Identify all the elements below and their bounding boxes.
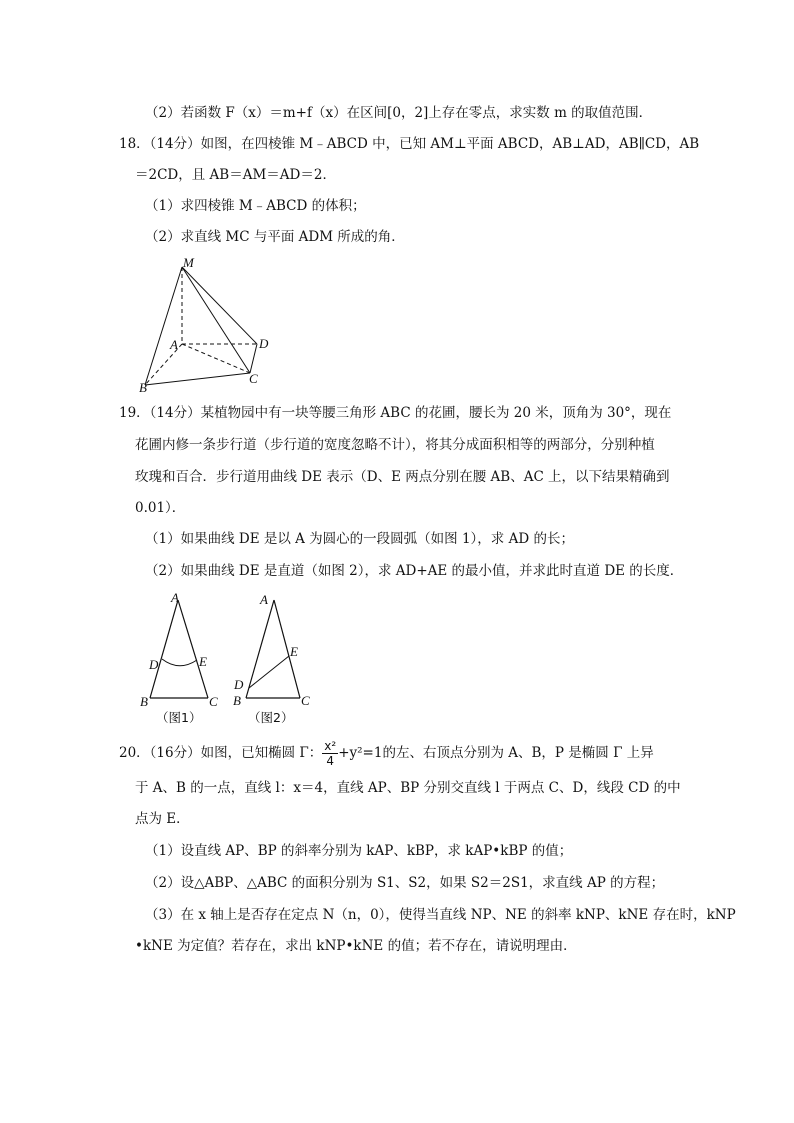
fig2-label-C: C bbox=[301, 693, 310, 708]
q20-part3-line1: （3）在 x 轴上是否存在定点 N（n，0），使得当直线 NP、NE 的斜率 kNP、kNE 存在时，kNP bbox=[145, 907, 736, 923]
fig2-label-B: B bbox=[233, 693, 241, 708]
q18-stem-line1: 18．（14分）如图，在四棱锥 M﹣ABCD 中，已知 AM⊥平面 ABCD，AB⊥AD，AB∥CD，AB bbox=[119, 136, 700, 152]
fig2-label-E: E bbox=[290, 644, 298, 659]
q18-stem-line2: ＝2CD，且 AB＝AM＝AD＝2． bbox=[135, 167, 336, 183]
fig1-caption: （图1） bbox=[156, 710, 202, 725]
q17-part2: （2）若函数 F（x）＝m+f（x）在区间[0，2]上存在零点，求实数 m 的取值范围． bbox=[145, 105, 653, 121]
fig2-caption: （图2） bbox=[248, 710, 294, 725]
q20-suffix: +y²=1的左、右顶点分别为 A、B，P 是椭圆 Γ 上异 bbox=[338, 745, 654, 761]
q19-figure2 bbox=[228, 590, 328, 725]
q20-prefix: 20．（16分）如图，已知椭圆 Γ： bbox=[119, 745, 323, 761]
fig1-label-D: D bbox=[149, 657, 159, 672]
q20-stem-line3: 点为 E． bbox=[135, 811, 190, 827]
fig1-label-B: B bbox=[140, 694, 148, 709]
q19-stem-line2: 花圃内修一条步行道（步行道的宽度忽略不计），将其分成面积相等的两部分，分别种植 bbox=[135, 437, 655, 453]
q20-stem-line1 bbox=[119, 738, 654, 768]
frac-numerator: x² bbox=[324, 739, 337, 753]
q20-part2: （2）设△ABP、△ABC 的面积分别为 S1、S2，如果 S2＝2S1，求直线 AP 的方程； bbox=[145, 875, 665, 891]
fig1-label-A: A bbox=[171, 590, 179, 605]
q20-part1: （1）设直线 AP、BP 的斜率分别为 kAP、kBP，求 kAP•kBP 的值； bbox=[145, 843, 573, 859]
label-D: D bbox=[259, 336, 269, 351]
frac-denominator: 4 bbox=[326, 754, 335, 768]
fig2-label-A: A bbox=[260, 592, 268, 607]
label-C: C bbox=[249, 371, 258, 386]
q18-pyramid-figure bbox=[135, 252, 275, 401]
label-M: M bbox=[183, 255, 194, 270]
fig1-label-E: E bbox=[199, 654, 207, 669]
label-B: B bbox=[139, 380, 147, 395]
fig1-label-C: C bbox=[209, 694, 218, 709]
label-A: A bbox=[170, 337, 178, 352]
q20-part3-line2: •kNE 为定值？若存在，求出 kNP•kNE 的值；若不存在，请说明理由． bbox=[135, 938, 577, 954]
fig2-label-D: D bbox=[234, 677, 244, 692]
q20-stem-line2: 于 A、B 的一点，直线 l：x＝4，直线 AP、BP 分别交直线 l 于两点 C、D，线段 CD 的中 bbox=[135, 780, 681, 796]
q19-figure1 bbox=[138, 590, 228, 725]
q19-part1: （1）如果曲线 DE 是以 A 为圆心的一段圆弧（如图 1），求 AD 的长； bbox=[145, 531, 574, 547]
q19-stem-line1: 19．（14分）某植物园中有一块等腰三角形 ABC 的花圃，腰长为 20 米，顶角为 30°，现在 bbox=[119, 405, 672, 421]
q19-stem-line3: 玫瑰和百合．步行道用曲线 DE 表示（D、E 两点分别在腰 AB、AC 上，以下结果精确到 bbox=[135, 469, 670, 485]
q19-stem-line4: 0.01）． bbox=[135, 500, 186, 516]
q19-part2: （2）如果曲线 DE 是直道（如图 2），求 AD+AE 的最小值，并求此时直道 DE 的长度． bbox=[145, 563, 684, 579]
ellipse-fraction bbox=[322, 739, 338, 768]
q18-part2: （2）求直线 MC 与平面 ADM 所成的角． bbox=[145, 229, 405, 245]
q18-part1: （1）求四棱锥 M﹣ABCD 的体积； bbox=[145, 198, 366, 214]
